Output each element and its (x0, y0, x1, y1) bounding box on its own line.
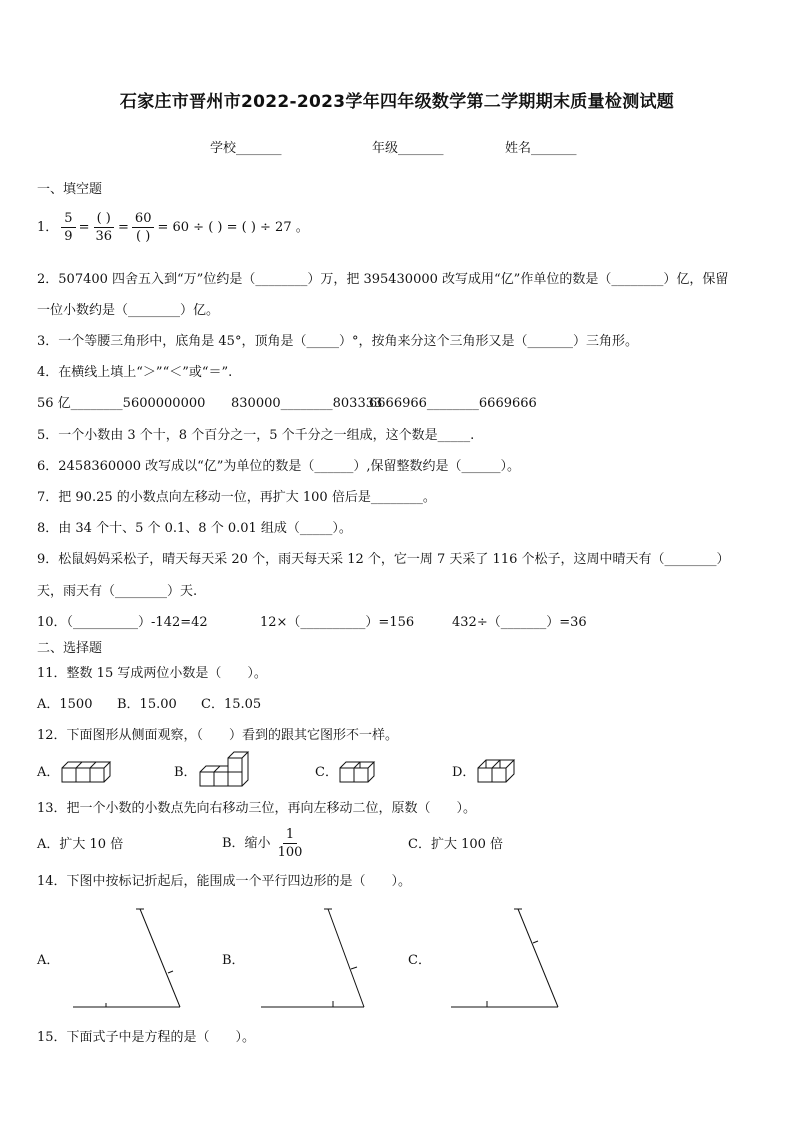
question-1: 1． $\frac{5}{9}$ = $\frac{( )}{36}$ = $\frac{60}{( )}$ = 60 ÷ ( ) = ( ) ÷ 27 。 (37, 211, 309, 244)
fraction-60-blank: $\frac{60}{( )}$ (132, 212, 155, 243)
question-11-option-b: B．15.00 (117, 697, 177, 712)
question-8: 8．由 34 个十、5 个 0.1、8 个 0.01 组成（_____）。 (37, 521, 352, 536)
question-12-option-b-label: B． (174, 765, 197, 780)
question-14: 14．下图中按标记折起后，能围成一个平行四边形的是（ ）。 (37, 874, 412, 889)
question-12-option-d-label: D． (452, 765, 476, 780)
question-9-line2: 天，雨天有（________）天. (37, 584, 198, 599)
question-2-line2: 一位小数约是（________）亿。 (37, 303, 220, 318)
question-12: 12．下面图形从侧面观察，（ ）看到的跟其它图形不一样。 (37, 728, 399, 743)
fold-figure-a (70, 905, 185, 1010)
question-4-item-a: 56 亿________5600000000 (37, 396, 206, 411)
cube-figure-d (476, 758, 520, 786)
question-13-option-a: A．扩大 10 倍 (37, 837, 124, 852)
question-10-item-b: 12×（__________）=156 (260, 615, 415, 630)
question-13-option-b: B．缩小 $\frac{1}{100}$ (222, 828, 305, 859)
question-7: 7．把 90.25 的小数点向左移动一位，再扩大 100 倍后是________。 (37, 490, 436, 505)
question-11-option-c: C．15.05 (201, 697, 262, 712)
cube-figure-c (338, 758, 382, 786)
cube-figure-b (198, 754, 250, 788)
question-13: 13．把一个小数的小数点先向右移动三位，再向左移动二位，原数（ ）。 (37, 801, 477, 816)
question-14-option-a-label: A． (37, 953, 60, 968)
school-field: 学校_______ (210, 141, 282, 156)
question-3: 3．一个等腰三角形中，底角是 45°，顶角是（_____）°，按角来分这个三角形又是（_______）三角形。 (37, 334, 638, 349)
question-12-option-a-label: A． (37, 765, 60, 780)
question-4: 4．在横线上填上“＞”“＜”或“＝”. (37, 365, 233, 380)
question-5: 5．一个小数由 3 个十，8 个百分之一，5 个千分之一组成，这个数是_____. (37, 428, 475, 443)
page-title: 石家庄市晋州市2022-2023学年四年级数学第二学期期末质量检测试题 (119, 92, 675, 112)
question-12-option-c-label: C． (315, 765, 338, 780)
question-6: 6．2458360000 改写成以“亿”为单位的数是（______）,保留整数约是（______）。 (37, 459, 521, 474)
question-11-option-a: A．1500 (37, 697, 93, 712)
fraction-1-100: $\frac{1}{100}$ (277, 827, 303, 860)
question-14-option-b-label: B． (222, 953, 245, 968)
question-13-option-c: C．扩大 100 倍 (408, 837, 504, 852)
question-10-item-a: 10．（__________）-142=42 (37, 615, 208, 630)
cube-figure-a (60, 758, 112, 786)
grade-field: 年级_______ (372, 141, 444, 156)
question-4-item-b: 830000________803333 (231, 396, 383, 411)
section-multiple-choice: 二、选择题 (37, 641, 103, 656)
section-fill-in-blank: 一、填空题 (37, 182, 103, 197)
question-14-option-c-label: C． (408, 953, 431, 968)
fraction-blank-36: $\frac{( )}{36}$ (95, 211, 113, 244)
question-15: 15．下面式子中是方程的是（ ）。 (37, 1030, 256, 1045)
fold-figure-b (258, 905, 373, 1010)
fraction-5-9: $\frac{5}{9}$ (61, 212, 75, 243)
question-11: 11．整数 15 写成两位小数是（ ）。 (37, 666, 267, 681)
question-number: 1． (37, 219, 59, 235)
fold-figure-c (448, 905, 563, 1010)
question-4-item-c: 6666966________6669666 (369, 396, 537, 411)
question-10-item-c: 432÷（_______）=36 (452, 615, 587, 630)
question-9-line1: 9．松鼠妈妈采松子，晴天每天采 20 个，雨天每天采 12 个，它一周 7 天采了 116 个松子，这周中晴天有（________） (37, 552, 730, 567)
name-field: 姓名_______ (505, 141, 577, 156)
question-2-line1: 2．507400 四舍五入到“万”位约是（________）万，把 395430000 改写成用“亿”作单位的数是（________）亿，保留 (37, 272, 729, 287)
